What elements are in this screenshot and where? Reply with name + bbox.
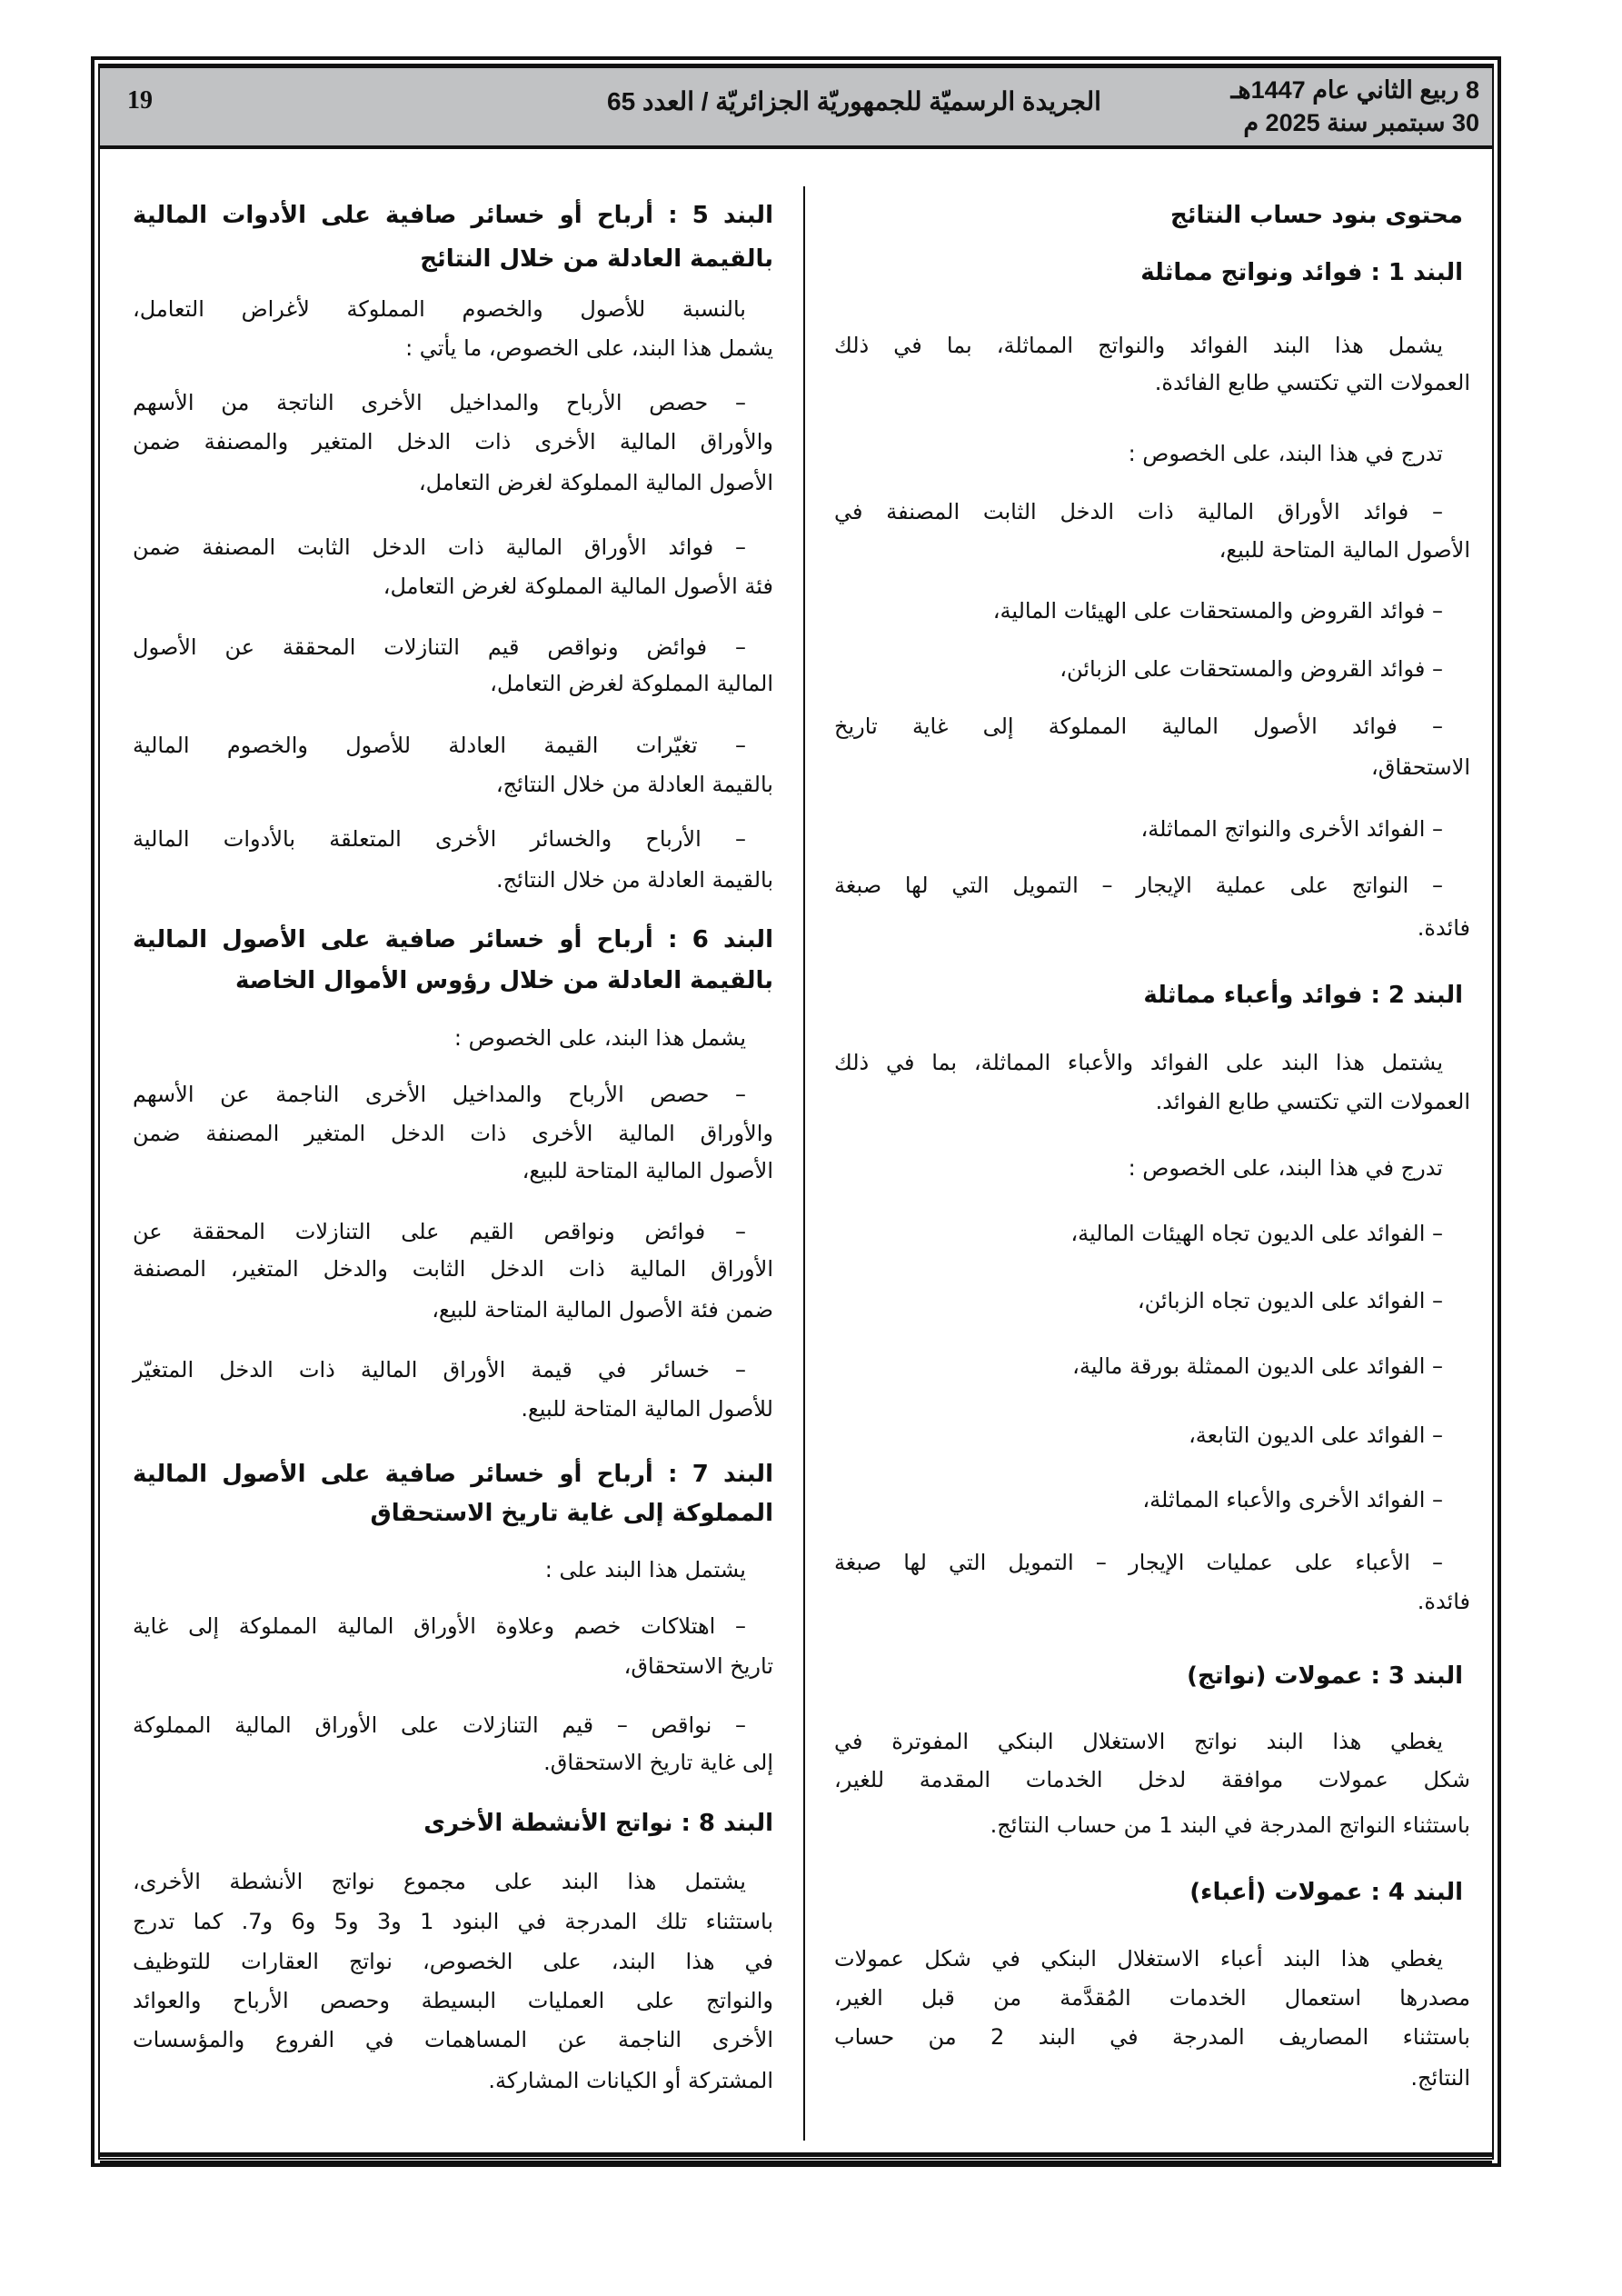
list-item-line: – فوائد الأوراق المالية ذات الدخل الثابت المصنفة في xyxy=(834,499,1443,524)
list-item-line: – فوائد القروض والمستحقات على الهيئات المالية، xyxy=(992,598,1443,624)
paragraph-line: يغطي هذا البند أعباء الاستغلال البنكي في شكل عمولات xyxy=(834,1946,1443,1972)
section-heading-line: البند 8 : نواتج الأنشطة الأخرى xyxy=(423,1810,773,1837)
paragraph-line: باستثناء تلك المدرجة في البنود 1 و3 و5 و6 و7. كما تدرج xyxy=(133,1909,774,1934)
list-item-line: والأوراق المالية الأخرى ذات الدخل المتغير المصنفة ضمن xyxy=(133,1121,773,1146)
paragraph-line: بالنسبة للأصول والخصوم المملوكة لأغراض التعامل، xyxy=(133,296,746,322)
paragraph-line: شكل عمولات موافقة لدخل الخدمات المقدمة للغير، xyxy=(834,1767,1470,1792)
journal-title: الجريدة الرسميّة للجمهوريّة الجزائريّة / العدد 65 xyxy=(607,87,1101,115)
paragraph-line: في هذا البند، على الخصوص، نواتج العقارات للتوظيف xyxy=(133,1949,773,1974)
paragraph-line: تدرج في هذا البند، على الخصوص : xyxy=(1128,1155,1443,1181)
list-item-line: ضمن فئة الأصول المالية المتاحة للبيع، xyxy=(432,1297,773,1323)
section-heading-line: البند 2 : فوائد وأعباء مماثلة xyxy=(1143,982,1463,1009)
paragraph-line: مصدرها استعمال الخدمات المُقدَّمة من قبل الغير، xyxy=(834,1985,1470,2011)
section-heading-line: البند 4 : عمولات (أعباء) xyxy=(1189,1879,1463,1906)
list-item-line: – النواتج على عملية الإيجار – التمويل التي لها صبغة xyxy=(834,873,1443,898)
section-heading-line: المملوكة إلى غاية تاريخ الاستحقاق xyxy=(370,1500,773,1527)
date-gregorian: 30 سبتمبر سنة 2025 م xyxy=(1243,109,1479,136)
paragraph-line: العمولات التي تكتسي طابع الفائدة. xyxy=(1154,370,1470,395)
list-item-line: – الفوائد على الديون تجاه الزبائن، xyxy=(1137,1288,1443,1313)
section-heading-line: بالقيمة العادلة من خلال النتائج xyxy=(420,245,773,273)
list-item-line: الأصول المالية المملوكة لغرض التعامل، xyxy=(418,470,773,495)
paragraph-line: يشمل هذا البند، على الخصوص : xyxy=(453,1025,746,1051)
section-heading-line: البند 5 : أرباح أو خسائر صافية على الأدوات المالية xyxy=(133,202,773,229)
list-item-line: – الأعباء على عمليات الإيجار – التمويل التي لها صبغة xyxy=(834,1550,1443,1575)
list-item-line: – حصص الأرباح والمداخيل الأخرى الناجمة عن الأسهم xyxy=(133,1082,746,1107)
list-item-line: فئة الأصول المالية المملوكة لغرض التعامل، xyxy=(383,574,773,599)
list-item-line: – فوائد الأصول المالية المملوكة إلى غاية تاريخ xyxy=(834,714,1443,739)
section-heading-line: البند 6 : أرباح أو خسائر صافية على الأصول المالية xyxy=(133,926,773,953)
list-item-line: والأوراق المالية الأخرى ذات الدخل المتغير والمصنفة ضمن xyxy=(133,429,773,454)
paragraph-line: باستثناء النواتج المدرجة في البند 1 من حساب النتائج. xyxy=(990,1812,1470,1838)
paragraph-line: يشتمل هذا البند على مجموع نواتج الأنشطة الأخرى، xyxy=(133,1869,746,1894)
list-item-line: – خسائر في قيمة الأوراق المالية ذات الدخل المتغيّر xyxy=(133,1357,746,1383)
page-number: 19 xyxy=(127,86,153,115)
list-item-line: – الأرباح والخسائر الأخرى المتعلقة بالأدوات المالية xyxy=(133,826,746,852)
date-hijri: 8 ربيع الثاني عام 1447هـ xyxy=(1230,76,1479,104)
list-item-line: بالقيمة العادلة من خلال النتائج، xyxy=(495,772,773,797)
paragraph-line: يشتمل هذا البند على الفوائد والأعباء المماثلة، بما في ذلك xyxy=(834,1050,1443,1075)
section-heading-line: البند 3 : عمولات (نواتج) xyxy=(1187,1662,1463,1690)
left-column xyxy=(133,0,773,2296)
paragraph-line: والنواتج على العمليات البسيطة وحصص الأرباح والعوائد xyxy=(133,1988,773,2013)
list-item-line: الأوراق المالية ذات الدخل الثابت والدخل المتغير، المصنفة xyxy=(133,1256,773,1282)
paragraph-line: يغطي هذا البند نواتج الاستغلال البنكي المفوترة في xyxy=(834,1729,1443,1754)
list-item-line: – فوائد الأوراق المالية ذات الدخل الثابت المصنفة ضمن xyxy=(133,534,746,560)
section-heading-line: محتوى بنود حساب النتائج xyxy=(1169,202,1463,229)
paragraph-line: باستثناء المصاريف المدرجة في البند 2 من حساب xyxy=(834,2024,1470,2050)
right-column xyxy=(834,0,1470,2296)
list-item-line: – فوائض ونواقص القيم على التنازلات المحققة عن xyxy=(133,1219,746,1244)
list-item-line: الأصول المالية المتاحة للبيع، xyxy=(522,1158,773,1183)
list-item-line: – الفوائد على الديون التابعة، xyxy=(1189,1423,1443,1448)
list-item-line: – الفوائد الأخرى والأعباء المماثلة، xyxy=(1142,1487,1443,1512)
column-divider xyxy=(803,186,805,2141)
list-item-line: الاستحقاق، xyxy=(1370,754,1470,780)
paragraph-line: يشتمل هذا البند على : xyxy=(544,1557,746,1582)
list-item-line: تاريخ الاستحقاق، xyxy=(623,1653,773,1679)
paragraph-line: يشمل هذا البند الفوائد والنواتج المماثلة، بما في ذلك xyxy=(834,333,1443,358)
list-item-line: للأصول المالية المتاحة للبيع. xyxy=(521,1396,773,1422)
list-item-line: – الفوائد على الديون الممثلة بورقة مالية، xyxy=(1072,1353,1443,1379)
paragraph-line: الأخرى الناجمة عن المساهمات في الفروع والمؤسسات xyxy=(133,2027,773,2052)
list-item-line: فائدة. xyxy=(1417,915,1470,941)
section-heading-line: البند 7 : أرباح أو خسائر صافية على الأصول المالية xyxy=(133,1461,773,1488)
list-item-line: بالقيمة العادلة من خلال النتائج. xyxy=(496,867,773,893)
section-heading-line: بالقيمة العادلة من خلال رؤوس الأموال الخاصة xyxy=(234,967,773,994)
list-item-line: – اهتلاكات خصم وعلاوة الأوراق المالية المملوكة إلى غاية xyxy=(133,1613,746,1639)
paragraph-line: النتائج. xyxy=(1410,2065,1470,2091)
list-item-line: – الفوائد الأخرى والنواتج المماثلة، xyxy=(1140,816,1443,842)
list-item-line: الأصول المالية المتاحة للبيع، xyxy=(1219,537,1470,563)
paragraph-line: العمولات التي تكتسي طابع الفوائد. xyxy=(1155,1089,1470,1114)
list-item-line: – فوائض ونواقص قيم التنازلات المحققة عن الأصول xyxy=(133,634,746,660)
list-item-line: – فوائد القروض والمستحقات على الزبائن، xyxy=(1060,656,1443,682)
list-item-line: – حصص الأرباح والمداخيل الأخرى الناتجة من الأسهم xyxy=(133,390,746,415)
paragraph-line: يشمل هذا البند، على الخصوص، ما يأتي : xyxy=(405,335,773,361)
list-item-line: المالية المملوكة لغرض التعامل، xyxy=(490,671,773,696)
list-item-line: – الفوائد على الديون تجاه الهيئات المالية، xyxy=(1070,1221,1443,1246)
list-item-line: – نواقص – قيم التنازلات على الأوراق المالية المملوكة xyxy=(133,1712,746,1738)
list-item-line: إلى غاية تاريخ الاستحقاق. xyxy=(543,1750,773,1775)
list-item-line: فائدة. xyxy=(1417,1589,1470,1614)
paragraph-line: المشتركة أو الكيانات المشاركة. xyxy=(488,2068,773,2093)
paragraph-line: تدرج في هذا البند، على الخصوص : xyxy=(1128,441,1443,466)
section-heading-line: البند 1 : فوائد ونواتج مماثلة xyxy=(1140,259,1463,286)
list-item-line: – تغيّرات القيمة العادلة للأصول والخصوم المالية xyxy=(133,733,746,758)
